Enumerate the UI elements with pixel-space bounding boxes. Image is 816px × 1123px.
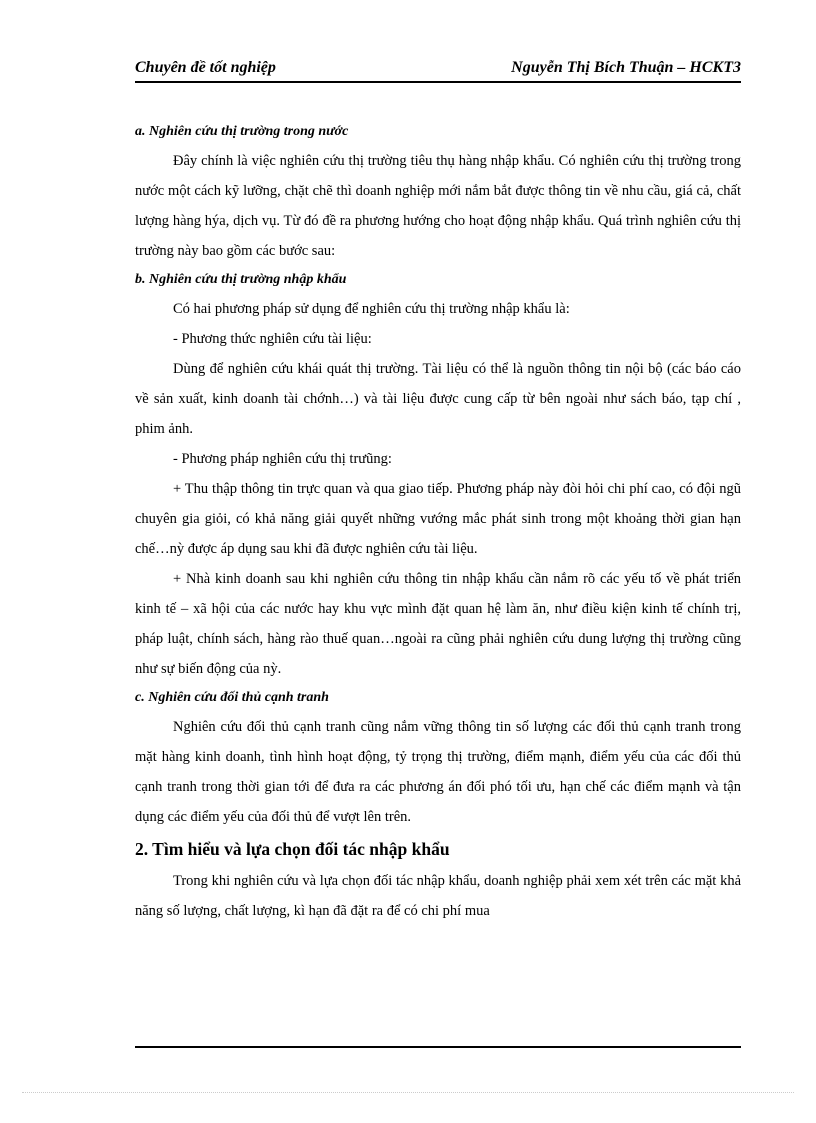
heading-competitor-research: c. Nghiên cứu đối thủ cạnh tranh — [135, 690, 329, 705]
paragraph-partner-selection: Trong khi nghiên cứu và lựa chọn đối tác nhập khẩu, doanh nghiệp phải xem xét trên các mặt khả năng số lượng, chất lượng, kì hạn đã đặt ra để có chi phí mua — [135, 873, 741, 919]
header-author: Nguyễn Thị Bích Thuận – HCKT3 — [511, 59, 741, 76]
page-header — [135, 57, 741, 83]
page-body — [135, 118, 741, 926]
heading-partner-selection: 2. Tìm hiểu và lựa chọn đối tác nhập khẩu — [135, 839, 450, 859]
paragraph-two-methods: Có hai phương pháp sử dụng để nghiên cứu thị trường nhập khẩu là: — [173, 301, 570, 317]
footer-rule — [135, 1046, 741, 1048]
list-item-field-method: - Phương pháp nghiên cứu thị trưũng: — [173, 451, 392, 467]
heading-domestic-market-research: a. Nghiên cứu thị trường trong nước — [135, 124, 349, 139]
paragraph-domestic-market: Đây chính là việc nghiên cứu thị trường tiêu thụ hàng nhập khẩu. Có nghiên cứu thị trường trong nước một cách kỹ lưỡng, chặt chẽ thì doanh nghiệp mới nắm bắt được thông tin về nhu cầu, giá cả, chất lượng hàng hýa, dịch vụ. Từ đó đề ra phương hướng cho hoạt động nhập khẩu. Quá trình nghiên cứu thị trường này bao gồm các bước sau: — [135, 153, 741, 259]
paragraph-field-collection: + Thu thập thông tin trực quan và qua giao tiếp. Phương pháp này đòi hỏi chi phí cao, có đội ngũ chuyên gia giỏi, có khả năng giải quyết những vướng mắc phát sinh trong một khoảng thời gian hạn chế…nỳ được áp dụng sau khi đã được nghiên cứu tài liệu. — [135, 481, 741, 557]
paragraph-competitors: Nghiên cứu đối thủ cạnh tranh cũng nắm vững thông tin số lượng các đối thủ cạnh tranh trong mặt hàng kinh doanh, tình hình hoạt động, tỷ trọng thị trường, điểm mạnh, điểm yếu của các đối thủ cạnh tranh trong thời gian tới để đưa ra các phương án đối phó tối ưu, hạn chế các điểm mạnh và tận dụng các điểm yếu của đối thủ để vượt lên trên. — [135, 719, 741, 825]
paragraph-business-factors: + Nhà kinh doanh sau khi nghiên cứu thông tin nhập khẩu cần nắm rõ các yếu tố về phát triển kinh tế – xã hội của các nước hay khu vực mình đặt quan hệ làm ăn, như điều kiện kinh tế chính trị, pháp luật, chính sách, hàng rào thuế quan…ngoài ra cũng phải nghiên cứu dung lượng thị trường cũng như sự biến động của nỳ. — [135, 571, 741, 677]
paragraph-document-research: Dùng để nghiên cứu khái quát thị trường. Tài liệu có thể là nguồn thông tin nội bộ (các báo cáo về sản xuất, kinh doanh tài chớnh…) và tài liệu được cung cấp từ bên ngoài như sách báo, tạp chí , phim ảnh. — [135, 361, 741, 437]
heading-import-market-research: b. Nghiên cứu thị trường nhập khẩu — [135, 272, 347, 287]
page-edge-divider — [22, 1092, 794, 1093]
header-document-type: Chuyên đề tốt nghiệp — [135, 59, 276, 76]
list-item-document-method: - Phương thức nghiên cứu tài liệu: — [173, 331, 372, 347]
